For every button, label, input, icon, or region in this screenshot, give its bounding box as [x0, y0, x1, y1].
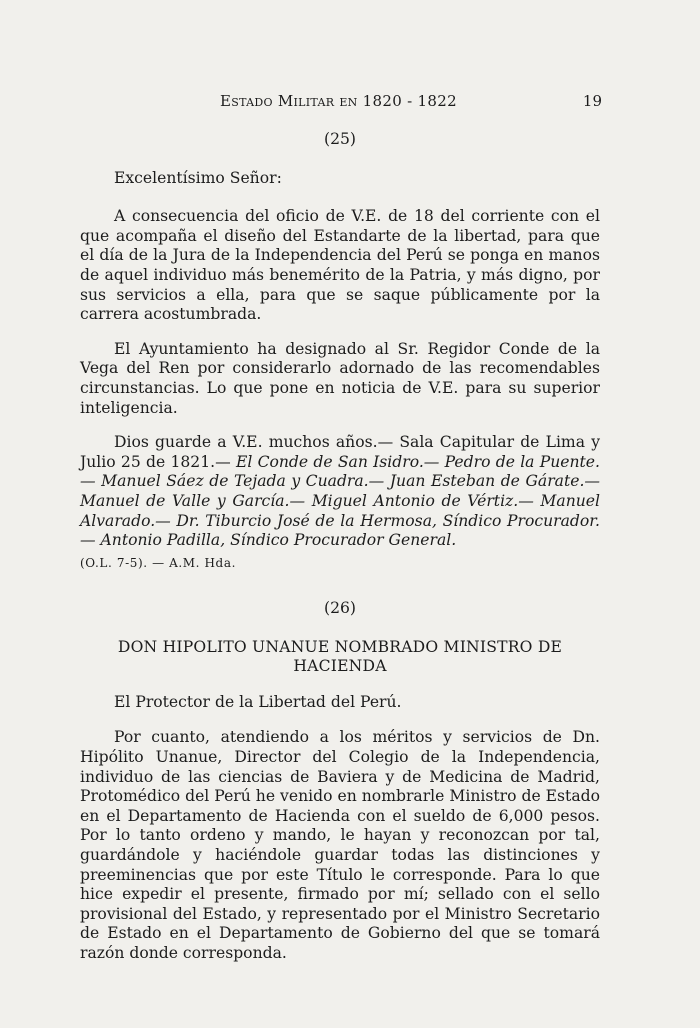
paragraph-por-cuanto: Por cuanto, atendiendo a los méritos y servicios de Dn. Hipólito Unanue, Director del Colegio de la Independencia, individuo de las ciencias de Baviera y de Medicina de Madrid, Protomédico del Perú he venido en nombrarle Ministro de Estado en el Departamento de Hacienda con el sueldo de 6,000 pesos. Por lo tanto ordeno y mando, le hayan y reconozcan por tal, guardándole y haciéndole guardar todas las distinciones y preeminencias que por este Título le corresponde. Para lo que hice expedir el presente, firmado por mí; sellado con el sello provisional del Estado, y representado por el Ministro Secretario de Estado en el Departamento de Gobierno del que se tomará razón donde corresponda. — [80, 728, 600, 962]
closing-block — [80, 433, 600, 573]
intro-line: El Protector de la Libertad del Perú. — [114, 692, 402, 711]
archive-reference: (O.L. 7-5). — A.M. Hda. — [80, 555, 236, 570]
salutation: Excelentísimo Señor: — [114, 168, 282, 187]
heading-line-1: DON HIPOLITO UNANUE NOMBRADO MINISTRO DE — [117, 637, 563, 656]
document-number-26: (26) — [323, 599, 356, 618]
document-heading — [80, 638, 600, 676]
running-header — [0, 92, 700, 114]
signatories: El Conde de San Isidro.— Pedro de la Puente. — Manuel Sáez de Tejada y Cuadra.— Juan Esteban de Gárate.— Manuel de Valle y García.— Miguel Antonio de Vértiz.— Manuel Alvarado.— Dr. Tiburcio José de la Hermosa, Síndico Procurador.— Antonio Padilla, Síndico Procurador General. — [80, 452, 600, 550]
heading-line-2: HACIENDA — [293, 656, 387, 675]
paragraph-ayuntamiento: El Ayuntamiento ha designado al Sr. Regidor Conde de la Vega del Ren por considerarlo adornado de las recomendables circunstancias. Lo que pone en noticia de V.E. para su superior inteligencia. — [80, 339, 600, 417]
closing-text: Dios guarde a V.E. muchos años.— Sala Capitular de Lima y Julio 25 de 1821.— — [80, 433, 600, 471]
document-number-25: (25) — [323, 130, 356, 148]
page-content — [80, 130, 600, 979]
closing-paragraph — [80, 433, 600, 551]
running-title: Estado Militar en 1820 - 1822 — [220, 92, 457, 110]
paragraph-consecuencia: A consecuencia del oficio de V.E. de 18 del corriente con el que acompaña el diseño del Estandarte de la libertad, para que el día de la Jura de la Independencia del Perú se ponga en manos de aquel individuo más benemérito de la Patria, y más digno, por sus servicios a ella, para que se saque públicamente por la carrera acostumbrada. — [80, 207, 600, 324]
page-number: 19 — [582, 92, 602, 110]
